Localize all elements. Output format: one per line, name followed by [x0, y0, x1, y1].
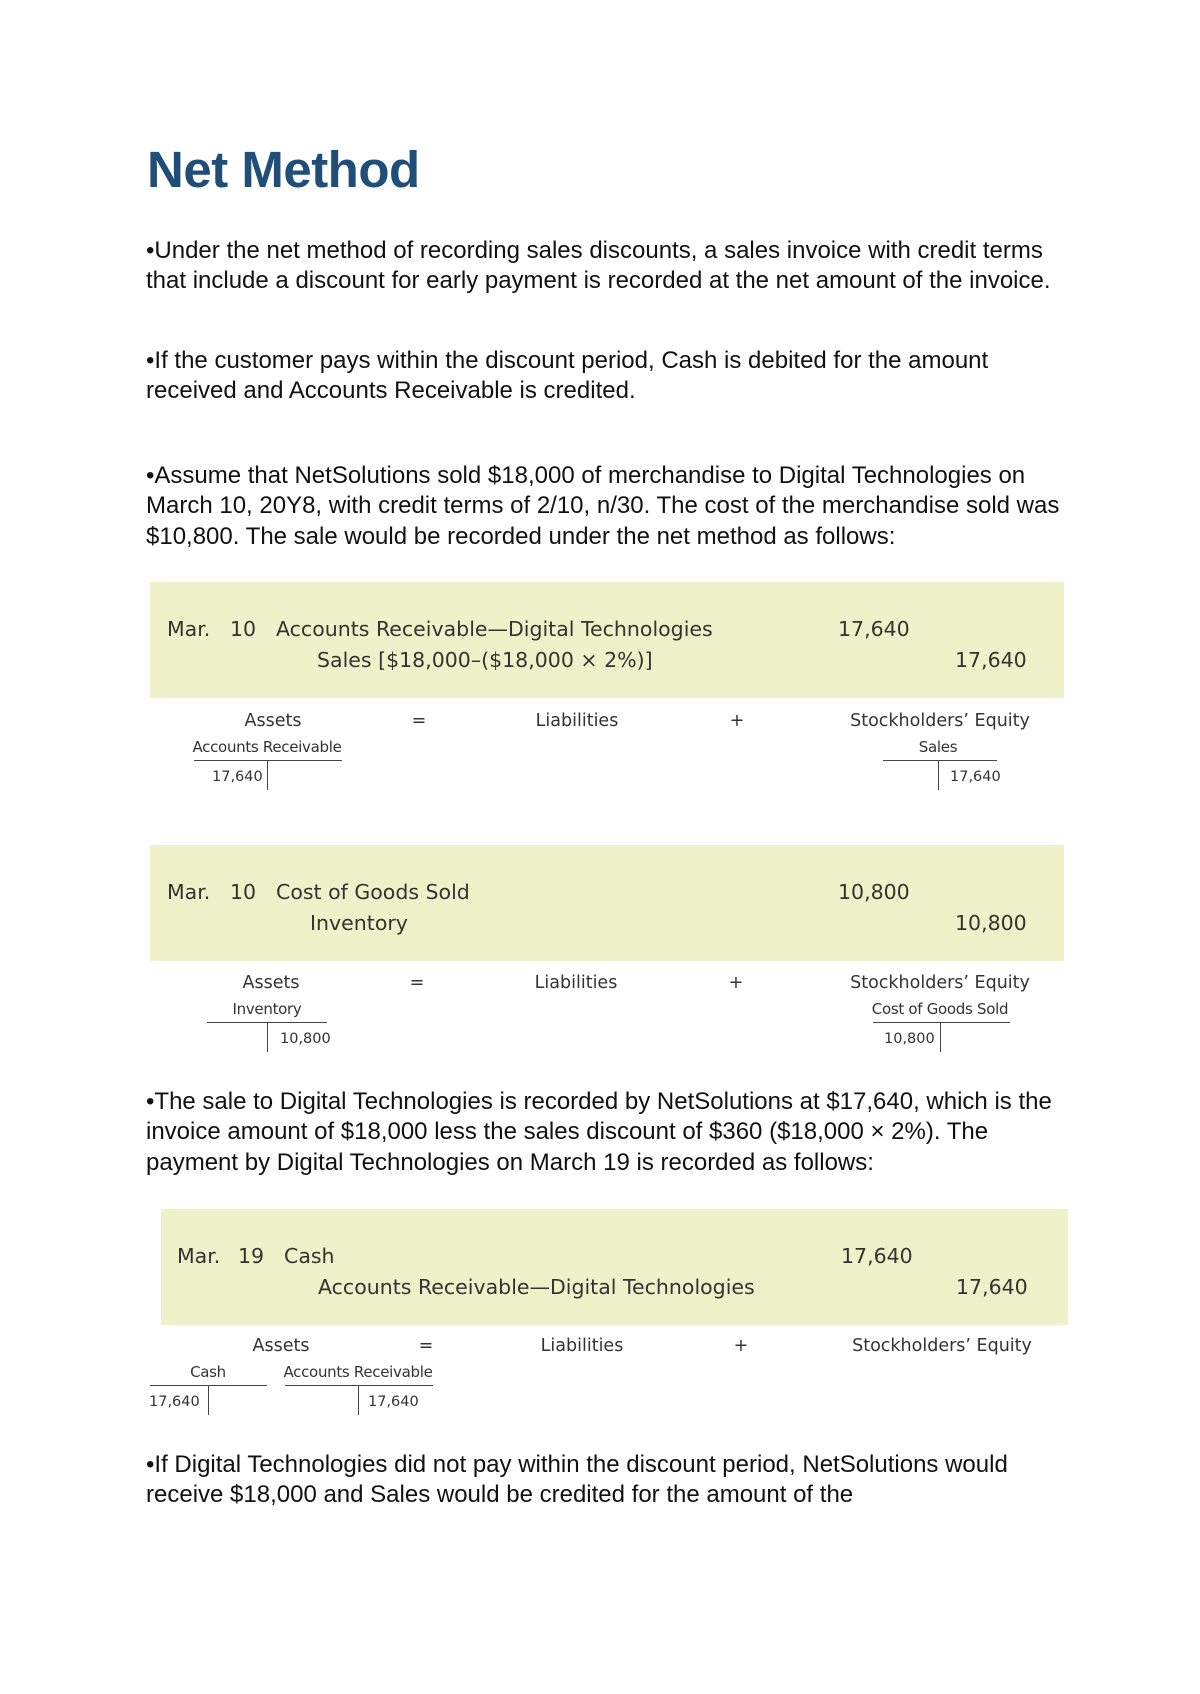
credit-account: Inventory [310, 911, 408, 935]
equals-sign: = [411, 711, 427, 731]
liabilities-label: Liabilities [535, 711, 619, 731]
equals-sign: = [418, 1336, 434, 1356]
t-account-credit-value: 17,640 [368, 1394, 419, 1410]
plus-sign: + [729, 711, 745, 731]
liabilities-label: Liabilities [540, 1336, 624, 1356]
t-account-title-cash: Cash [190, 1363, 226, 1381]
t-account-title-inventory: Inventory [232, 1000, 302, 1018]
equity-label: Stockholders’ Equity [852, 1336, 1032, 1356]
entry-month: Mar. [167, 617, 211, 641]
t-account-title-cost-of-goods-sold: Cost of Goods Sold [871, 1000, 1009, 1018]
t-account-title-sales: Sales [918, 738, 958, 756]
plus-sign: + [733, 1336, 749, 1356]
paragraph-net-method-definition: •Under the net method of recording sales discounts, a sales invoice with credit terms that include a discount for early payment is recorded at the net amount of the invoice. [146, 237, 1051, 295]
journal-entry-sale [150, 582, 1064, 698]
page-title: Net Method [147, 141, 420, 198]
debit-account: Cost of Goods Sold [276, 880, 470, 904]
credit-amount: 17,640 [956, 1275, 1028, 1299]
entry-day: 19 [238, 1244, 265, 1268]
paragraph-payment-recorded: •The sale to Digital Technologies is recorded by NetSolutions at $17,640, which is the invoice amount of $18,000 less the sales discount of $360 ($18,000 × 2%). The payment by Digital Technologies on March 19 is recorded as follows: [146, 1088, 1052, 1176]
equals-sign: = [409, 973, 425, 993]
debit-account: Accounts Receivable—Digital Technologies [276, 617, 713, 641]
t-account-credit-value: 10,800 [280, 1031, 331, 1047]
t-account-line [873, 1022, 1010, 1023]
debit-amount: 17,640 [838, 617, 910, 641]
t-account-debit-value: 17,640 [149, 1394, 200, 1410]
liabilities-label: Liabilities [534, 973, 618, 993]
credit-amount: 10,800 [955, 911, 1027, 935]
accounting-equation-cost-of-goods [0, 962, 1200, 1062]
t-account-line [883, 760, 997, 761]
journal-entry-payment [161, 1209, 1068, 1325]
t-account-divider [938, 760, 939, 790]
paragraph-sale-example: •Assume that NetSolutions sold $18,000 of merchandise to Digital Technologies on March 10, 20Y8, with credit terms of 2/10, n/30. The cost of the merchandise sold was $10,800. The sale would be recorded under the net method as follows: [146, 462, 1060, 550]
t-account-line [285, 1385, 433, 1386]
assets-label: Assets [244, 711, 302, 731]
t-account-credit-value: 17,640 [950, 769, 1001, 785]
credit-account: Sales [$18,000–($18,000 × 2%)] [317, 648, 653, 672]
t-account-title-accounts-receivable: Accounts Receivable [283, 1363, 433, 1381]
t-account-divider [267, 760, 268, 790]
paragraph-no-discount: •If Digital Technologies did not pay within the discount period, NetSolutions would receive $18,000 and Sales would be credited for the amount of the [146, 1451, 1008, 1509]
paragraph-discount-period: •If the customer pays within the discount period, Cash is debited for the amount received and Accounts Receivable is credited. [146, 347, 989, 405]
equity-label: Stockholders’ Equity [850, 711, 1030, 731]
entry-month: Mar. [167, 880, 211, 904]
debit-amount: 10,800 [838, 880, 910, 904]
t-account-divider [358, 1385, 359, 1415]
credit-account: Accounts Receivable—Digital Technologies [318, 1275, 755, 1299]
accounting-equation-sale [0, 700, 1200, 800]
entry-day: 10 [230, 880, 257, 904]
t-account-debit-value: 10,800 [884, 1031, 935, 1047]
equity-label: Stockholders’ Equity [850, 973, 1030, 993]
t-account-divider [940, 1022, 941, 1052]
entry-month: Mar. [177, 1244, 221, 1268]
assets-label: Assets [242, 973, 300, 993]
plus-sign: + [728, 973, 744, 993]
debit-amount: 17,640 [841, 1244, 913, 1268]
t-account-divider [208, 1385, 209, 1415]
assets-label: Assets [252, 1336, 310, 1356]
t-account-divider [267, 1022, 268, 1052]
t-account-debit-value: 17,640 [212, 769, 263, 785]
debit-account: Cash [284, 1244, 335, 1268]
entry-day: 10 [230, 617, 257, 641]
credit-amount: 17,640 [955, 648, 1027, 672]
t-account-line [194, 760, 342, 761]
journal-entry-cost-of-goods [150, 845, 1064, 961]
t-account-title-accounts-receivable: Accounts Receivable [192, 738, 342, 756]
accounting-equation-payment [0, 1325, 1200, 1425]
